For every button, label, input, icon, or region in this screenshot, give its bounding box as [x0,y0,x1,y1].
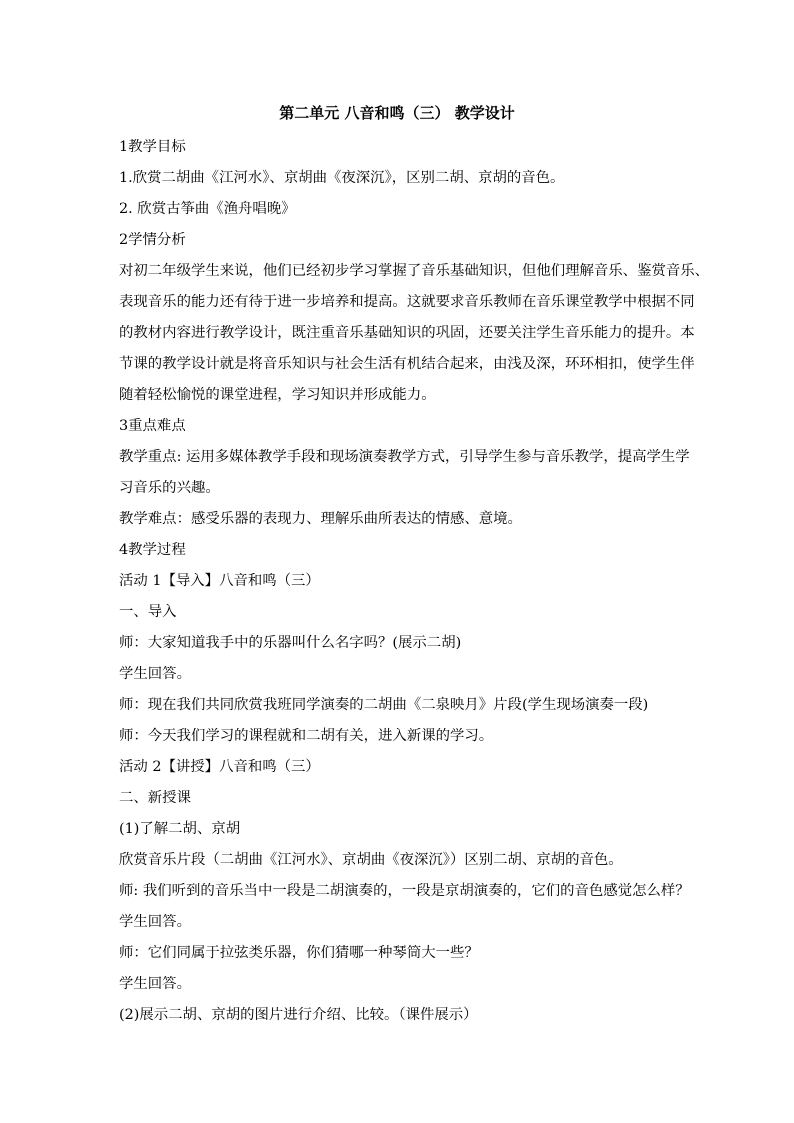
objective-item-2: 2. 欣赏古筝曲《渔舟唱晚》 [119,201,296,217]
process-line: 欣赏音乐片段（二胡曲《江河水》、京胡曲《夜深沉》）区别二胡、京胡的音色。 [119,852,623,868]
section-heading-analysis: 2学情分析 [119,232,186,248]
activity-2-heading: 活动 2【讲授】八音和鸣（三） [119,759,320,775]
analysis-line: 的教材内容进行教学设计，既注重音乐基础知识的巩固，还要关注学生音乐能力的提升。本 [119,325,695,341]
process-line: 师: 我们听到的音乐当中一段是二胡演奏的，一段是京胡演奏的，它们的音色感觉怎么样？ [119,883,690,899]
document-title: 第二单元 八音和鸣（三） 教学设计 [279,104,515,122]
difficult-point: 教学难点：感受乐器的表现力、理解乐曲所表达的情感、意境。 [119,511,522,527]
analysis-line: 表现音乐的能力还有待于进一步培养和提高。这就要求音乐教师在音乐课堂教学中根据不同 [119,294,695,310]
process-line: 师：现在我们共同欣赏我班同学演奏的二胡曲《二泉映月》片段(学生现场演奏一段) [119,697,649,713]
process-line: 学生回答。 [119,976,191,992]
process-line: (1)了解二胡、京胡 [119,821,241,837]
section-heading-key-points: 3重点难点 [119,418,186,434]
analysis-line: 节课的教学设计就是将音乐知识与社会生活有机结合起来，由浅及深，环环相扣，使学生伴 [119,356,695,372]
analysis-line: 随着轻松愉悦的课堂进程，学习知识并形成能力。 [119,387,436,403]
key-point-paragraph [119,442,690,504]
analysis-line: 对初二年级学生来说，他们已经初步学习掌握了音乐基础知识，但他们理解音乐、鉴赏音乐、 [119,263,710,279]
document-body [119,132,710,1031]
process-line: 师：它们同属于拉弦类乐器，你们猜哪一种琴筒大一些？ [119,945,479,961]
objective-item-1: 1.欣赏二胡曲《江河水》、京胡曲《夜深沉》，区别二胡、京胡的音色。 [119,170,565,186]
key-point-line: 教学重点: 运用多媒体教学手段和现场演奏教学方式，引导学生参与音乐教学，提高学生学 [119,449,690,465]
activity-1-heading: 活动 1【导入】八音和鸣（三） [119,573,320,589]
section-heading-process: 4教学过程 [119,542,186,558]
process-line: 学生回答。 [119,666,191,682]
process-line: 师：大家知道我手中的乐器叫什么名字吗？(展示二胡) [119,635,462,651]
process-line: 学生回答。 [119,914,191,930]
process-line: (2)展示二胡、京胡的图片进行介绍、比较。（课件展示） [119,1007,478,1023]
key-point-line: 习音乐的兴趣。 [119,480,220,496]
section-heading-objectives: 1教学目标 [119,139,186,155]
process-line: 师：今天我们学习的课程就和二胡有关，进入新课的学习。 [119,728,494,744]
part-2-heading: 二、新授课 [119,790,191,806]
part-1-heading: 一、导入 [119,604,177,620]
analysis-paragraph [119,256,710,411]
